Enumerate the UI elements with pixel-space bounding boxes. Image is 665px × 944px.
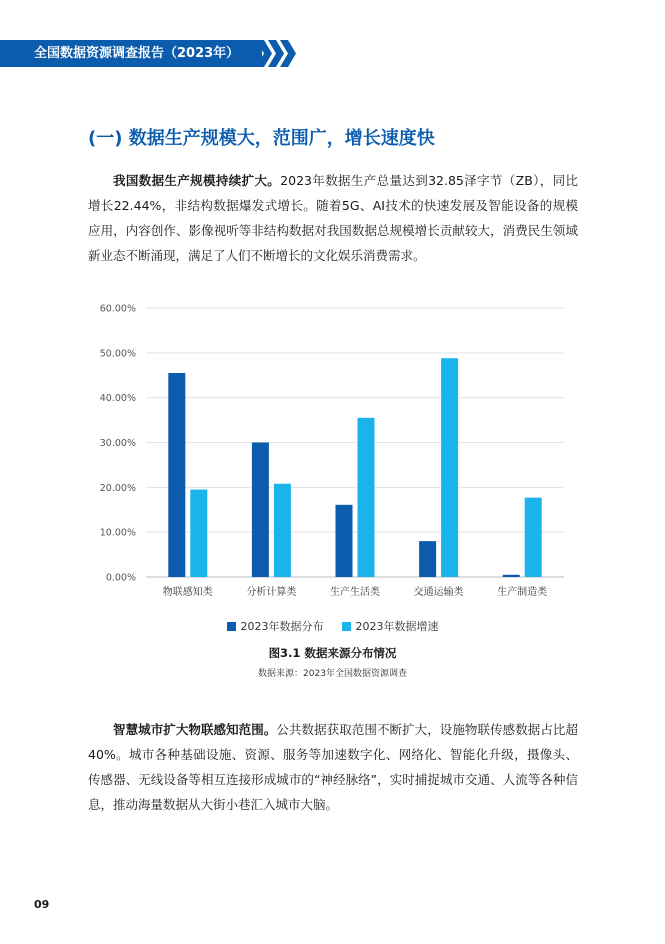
x-tick-label: 物联感知类 — [162, 587, 213, 598]
y-tick-label: 20.00% — [99, 482, 136, 494]
paragraph-lead: 智慧城市扩大物联感知范围。 — [113, 722, 277, 737]
y-tick-label: 40.00% — [99, 393, 136, 405]
header-stripes-decoration — [252, 40, 302, 67]
paragraph-body: 2023年数据生产总量达到32.85泽字节（ZB），同比增长22.44%，非结构数据爆发式增长。随着5G、AI技术的快速发展及智能设备的规模应用，内容创作、影像视听等非结构数据对我国数据总规模增长贡献较大，消费民生领域新业态不断涌现，满足了人们不断增长的文化娱乐消费需求。 — [88, 173, 578, 263]
bar-distribution — [168, 373, 185, 577]
bar-growth — [525, 498, 542, 577]
legend-swatch-growth — [342, 622, 351, 631]
chart-legend — [0, 618, 665, 634]
x-tick-label: 生产制造类 — [497, 587, 548, 598]
legend-label-distribution: 2023年数据分布 — [240, 620, 324, 633]
x-tick-label: 交通运输类 — [413, 587, 464, 598]
legend-item-distribution — [227, 618, 324, 634]
x-tick-label: 生产生活类 — [330, 587, 380, 598]
bar-growth — [190, 490, 207, 577]
bar-distribution — [252, 443, 269, 578]
page-number: 09 — [34, 898, 50, 911]
bar-growth — [274, 484, 291, 577]
legend-swatch-distribution — [227, 622, 236, 631]
y-tick-label: 0.00% — [105, 572, 136, 584]
figure-title: 图3.1 数据来源分布情况 — [268, 646, 397, 660]
y-tick-label: 50.00% — [99, 348, 136, 360]
figure-source: 数据来源：2023年全国数据资源调查 — [258, 669, 407, 679]
x-tick-label: 分析计算类 — [246, 587, 297, 598]
y-tick-label: 30.00% — [99, 438, 136, 449]
legend-label-growth: 2023年数据增速 — [355, 620, 439, 633]
y-tick-label: 10.00% — [99, 527, 136, 539]
legend-item-growth — [342, 618, 439, 634]
bar-growth — [358, 418, 375, 577]
paragraph-data-scale — [88, 168, 578, 268]
bar-distribution — [336, 505, 353, 577]
paragraph-body: 公共数据获取范围不断扩大，设施物联传感数据占比超40%。城市各种基础设施、资源、服务等加速数字化、网络化、智能化升级，摄像头、传感器、无线设备等相互连接形成城市的“神经脉络”，实时捕捉城市交通、人流等各种信息，推动海量数据从大街小巷汇入城市大脑。 — [88, 722, 578, 812]
paragraph-smart-city — [88, 717, 578, 817]
bar-growth — [441, 358, 458, 577]
bar-distribution — [419, 541, 436, 577]
data-source-bar-chart — [80, 296, 580, 606]
bar-distribution — [503, 575, 520, 577]
paragraph-lead: 我国数据生产规模持续扩大。 — [113, 173, 281, 188]
report-title: 全国数据资源调查报告（2023年） — [34, 46, 240, 61]
y-tick-label: 60.00% — [99, 303, 136, 315]
section-title: (一) 数据生产规模大，范围广，增长速度快 — [88, 128, 435, 149]
